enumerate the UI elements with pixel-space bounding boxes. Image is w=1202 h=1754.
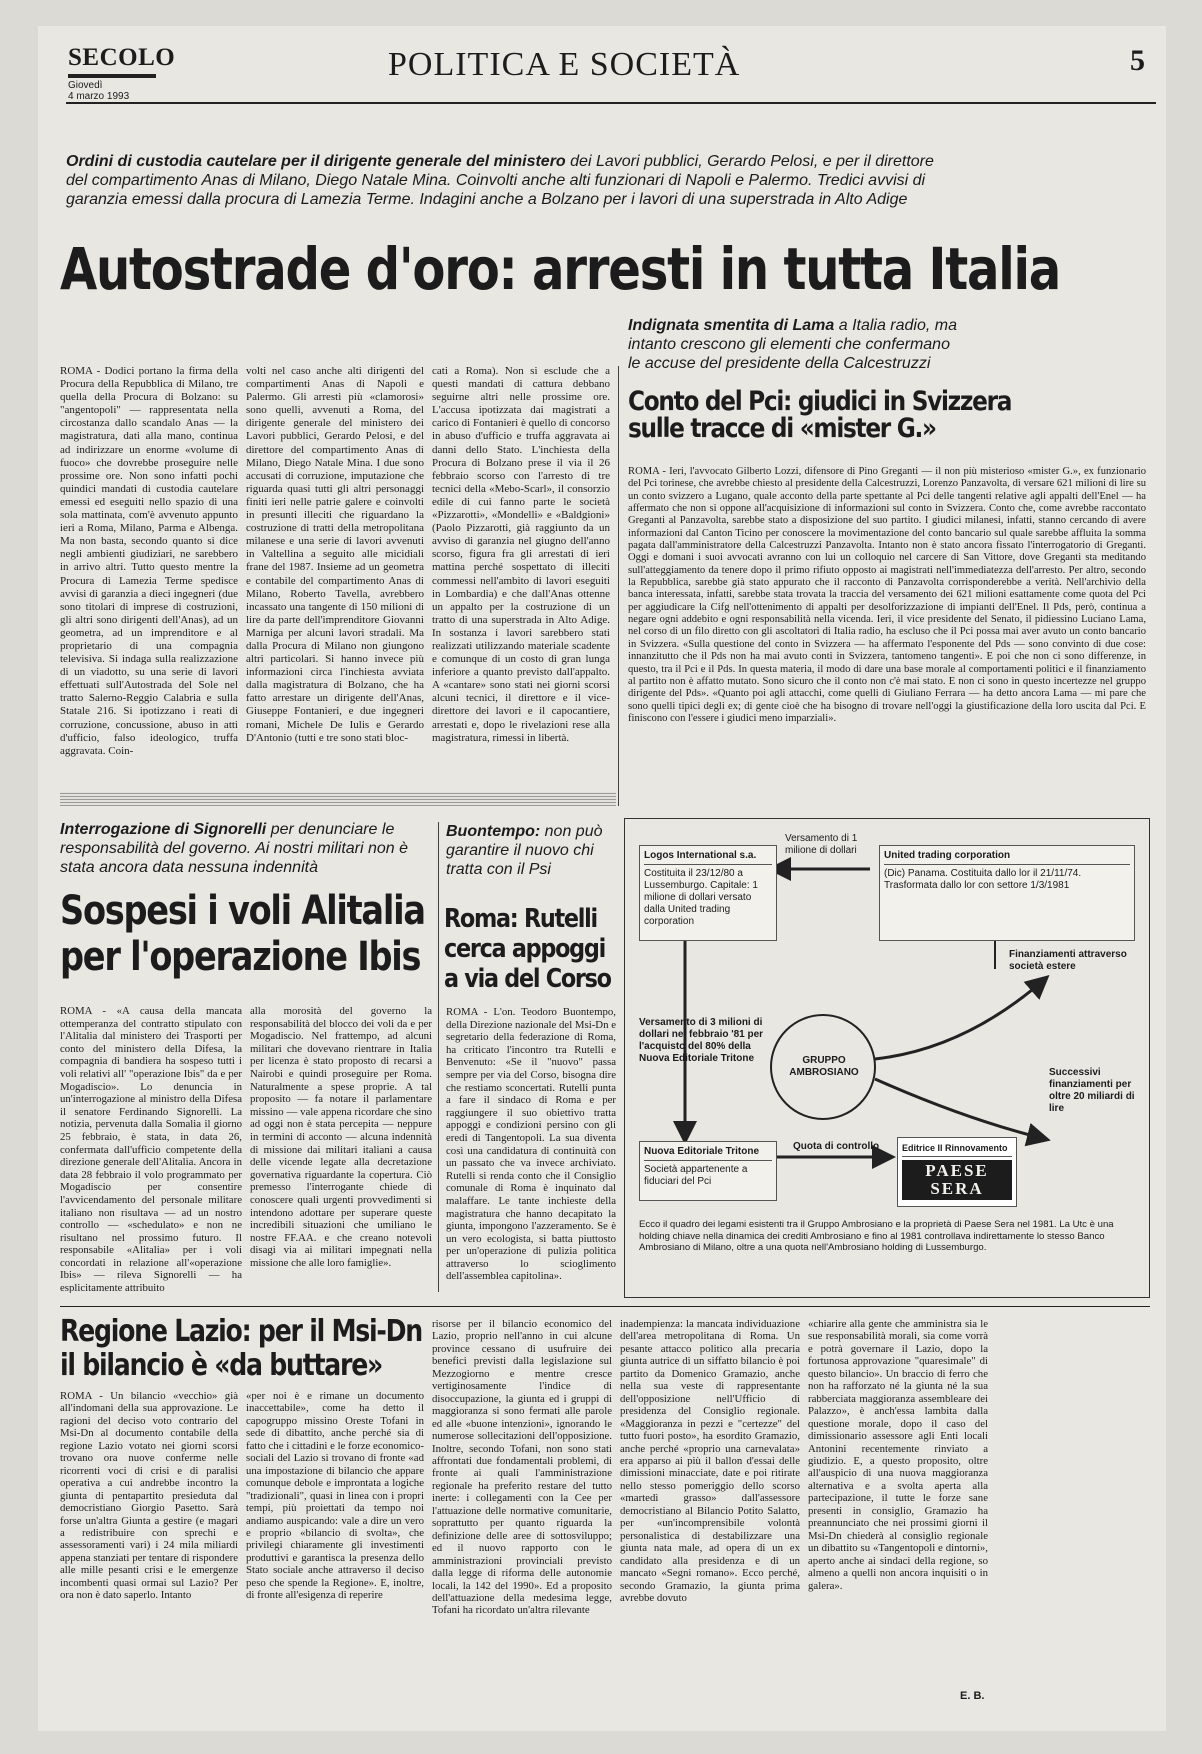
- main-headline: Autostrade d'oro: arresti in tutta Italia: [60, 235, 1060, 303]
- logos-box: [639, 845, 777, 941]
- lama-kicker-bold: Indignata smentita di Lama: [628, 317, 835, 334]
- issue-date-text: 4 marzo 1993: [68, 91, 130, 102]
- lama-headline-line1: Conto del Pci: giudici in Svizzera: [628, 386, 1012, 417]
- lama-box-left-border: [618, 366, 619, 806]
- main-kicker-text: dei Lavori pubblici, Gerardo Pelosi, e per il direttore del compartimento Anas di Milano, Diego Natale Mina. Coinvolti anche alti funzionari di Napoli e Palermo. Tredici avvisi di garanzia emessi dalla procura di Lamezia Terme. Indagini anche a Bolzano per i lavori di una superstrada in Alto Adige: [66, 153, 934, 208]
- newspaper-logo: SECOLO: [68, 44, 176, 71]
- main-article-col1: ROMA - Dodici portano la firma della Procura della Repubblica di Milano, tre quella della Procura di Bolzano: su "angentopoli" — rappresentata nella circostanza dallo scandalo Anas — la magistratura, dati alla mano, continua ad indirizzare un enorme «volume di fuoco» che dovrebbe proseguire nelle prossime ore. Non sono infatti pochi quindici mandati di custodia cautelare emessi ed eseguiti nello spazio di una sola mattinata, com'è avvenuto appunto ieri a Roma, Milano, Parma e Albenga. Ma non basta, secondo quanto si dice negli ambienti giudiziari, ne sarebbero in arrivo altri. Tutto questo mentre la Procura di Lamezia Terme spedisce avvisi di garanzia a dieci ingegneri (due sono titolari di imprese di costruzioni, gli altri sono dirigenti dell'Anas), ad un geometra, ad un imprenditore e al proprietario di una compagnia televisiva. Si indaga sulla realizzazione di un viadotto, su una serie di lavori effettuati sull'Autostrada del Sole nel tratto Salerno-Reggio Calabria e sulla Statale 216. Si ipotizzano i reati di corruzione, concussione, abuso in atti d'ufficio, falso ideologico, truffa aggravata. Coin-: [60, 365, 238, 757]
- alitalia-kicker-text: per denunciare le responsabilità del governo. Ai nostri militari non è stata ancora data nessuna indennità: [60, 821, 409, 876]
- rinnovamento-title: Editrice Il Rinnovamento: [902, 1142, 1012, 1157]
- alitalia-headline-line1: Sospesi i voli Alitalia: [60, 888, 425, 934]
- main-kicker: [66, 152, 946, 209]
- united-box: [879, 845, 1135, 941]
- financing-label: Finanziamenti attraverso società estere: [1009, 949, 1127, 972]
- transfer-label: Versamento di 1 milione di dollari: [785, 833, 858, 856]
- lama-headline-line2: sulle tracce di «mister G.»: [628, 413, 936, 444]
- lazio-headline-line1: Regione Lazio: per il Msi-Dn: [60, 1314, 422, 1349]
- main-article-col3: cati a Roma). Non si esclude che a questi mandati di cattura debbano seguirne altri nelle prossime ore. L'accusa ipotizzata dai magistrati a carico di Fontanieri è quello di concorso in abuso d'ufficio e truffa aggravata ai danni dello Stato. L'inchiesta della Procura di Bolzano prese il via il 26 febbraio scorso con l'arresto di tre tecnici della «Mebo-Scarl», il consorzio edile di cui fanno parte le società «Pizzarotti», «Mondelli» e «Baldgioni» (Paolo Pizzarotti, già raggiunto da un avviso di garanzia nel giugno dell'anno scorso, figura fra gli arrestati di ieri mattina perché sospettato di illeciti commessi nell'ambito di lavori eseguiti in Lombardia) e che dall'Anas ottenne un appalto per la costruzione di un tratto di una superstrada in Alto Adige. In sostanza i lavori sarebbero stati realizzati utilizzando materiale scadente e comunque di un costo di gran lunga inferiore a quanto previsto dall'appalto. A «cantare» sono stati nei giorni scorsi alcuni tecnici, il direttore e il vice-direttore dei lavori e il capocantiere, arrestati e, dopo le rivelazioni rese alla magistratura, rimessi in libertà.: [432, 365, 610, 744]
- gruppo-ambrosiano-label: GRUPPO AMBROSIANO: [789, 1055, 859, 1078]
- logos-body: Costituita il 23/12/80 a Lussemburgo. Capitale: 1 milione di dollari versato dalla United trading corporation: [644, 868, 758, 927]
- lazio-article-col5: «chiarire alla gente che amministra sia le sue responsabilità morali, sia come vorrà e potrà governare il Lazio, dopo la fortunosa approvazione "quaresimale" di questo bilancio». Un braccio di ferro che non ha rafforzato né la giunta né la sua rabberciata maggioranza assembleare dei Palazzo», è anch'essa lambita dalla questione morale, dopo il caso del dimissionario assessore agli Enti locali Antonini recentemente rinviato a giudizio. E, a questo proposito, oltre all'auspicio di una nuova maggioranza alternativa e a svolta aperta alla partecipazione, il tutte le forze sane presenti in consiglio, Gramazio ha preannunciato che nei prossimi giorni il Msi-Dn chiederà al consiglio regionale un dibattito su «Tangentopoli e dintorni», aperto anche ai sindaci della regione, so almeno a quelli non ancora inquisiti o in galera».: [808, 1318, 988, 1592]
- rutelli-kicker-text: non può garantire il nuovo chi tratta con il Psi: [446, 823, 603, 878]
- diagram-caption: Ecco il quadro dei legami esistenti tra il Gruppo Ambrosiano e la proprietà di Paese Sera nel 1981. La Utc è una holding chiave nella dinamica dei crediti Ambrosiano e fino al 1981 controllava indirettamente lo stesso Banco Ambrosiano di Milano, oltre a una quota nell'Ambrosiano holding di Lussemburgo.: [639, 1219, 1114, 1254]
- paese-sera-line2: SERA: [930, 1179, 984, 1198]
- newspaper-page: [38, 26, 1166, 1731]
- rutelli-headline-line3: a via del Corso: [444, 964, 611, 994]
- alitalia-kicker: [60, 820, 420, 877]
- tritone-body: Società appartenente a fiduciari del Pci: [644, 1164, 748, 1187]
- lazio-article-col1: ROMA - Un bilancio «vecchio» già all'indomani della sua approvazione. Le ragioni del deciso voto contrario del Msi-Dn al documento contabile della regione Lazio votato nei giorni scorsi trovano ora nuove conferme nelle ricorrenti voci di crisi e di paralisi operativa a cui andrebbe incontro la giunta di pentapartito presieduta dal democristiano Giorgio Pasetto. Sarà forse un'altra Giunta a gestire (e magari a redistribuire con sprechi e assessoramenti vari) i 24 mila miliardi appena stanziati per tentare di rispondere alle mille pesanti crisi e le emergenze incombenti quasi ormai sul Lazio? Per ora non è dato saperlo. Intanto: [60, 1390, 238, 1602]
- lama-kicker-text: a Italia radio, ma intanto crescono gli elementi che confermano le accuse del presidente della Calcestruzzi: [628, 317, 957, 372]
- separator-band: [60, 792, 616, 806]
- logo-underline: [68, 74, 156, 78]
- article-signature: E. B.: [960, 1690, 985, 1702]
- paese-sera-line1: PAESE: [925, 1161, 989, 1180]
- logos-title: Logos International s.a.: [644, 850, 772, 865]
- tritone-box: [639, 1141, 777, 1201]
- lazio-top-rule: [60, 1306, 1150, 1307]
- masthead-rule: [66, 102, 1156, 104]
- alitalia-headline-line2: per l'operazione Ibis: [60, 934, 421, 980]
- united-title: United trading corporation: [884, 850, 1130, 865]
- lazio-article-col2: «per noi è e rimane un documento inaccettabile», come ha detto il capogruppo missino Oreste Tofani in sede di dibattito, anche perché sia di fatto che i cittadini e le forze economico-sociali del Lazio si trovano di fronte «ad una impostazione di bilancio che appare comunque debole e improntata a logiche "tradizionali", quasi in linea con i propri tempi, più proiettati da tempo noi andiamo auspicando: vale a dire un vero e proprio «bilancio di svolta», che privilegi chiaramente gli investimenti produttivi e garantisca la presenza dello Stato sociale anche attraverso il deciso peso che spende la Regione». E, inoltre, di fronte all'esigenza di reperire: [246, 1390, 424, 1602]
- successive-financing-label: Successivi finanziamenti per oltre 20 miliardi di lire: [1049, 1067, 1135, 1114]
- rutelli-kicker: [446, 822, 616, 879]
- rinnovamento-box: [897, 1137, 1017, 1207]
- lazio-article-col3: risorse per il bilancio economico del Lazio, proprio nell'anno in cui alcune province cessano di usufruire dei benefici previsti dalla legislazione sul Mezzogiorno e mentre cresce vertiginosamente l'indice di disoccupazione, la giunta ed i gruppi di maggioranza si sono fermati alle parole ed alle «buone intenzioni», ignorando le numerose sollecitazioni dell'opposizione. Inoltre, secondo Tofani, non sono stati affrontati due fondamentali problemi, di fronte ai quali l'amministrazione regionale ha preferito restare del tutto inerte: i collegamenti con la Cee per l'attuazione delle normative comunitarie, soprattutto per quanto riguarda la definizione delle aree di sottosviluppo; ed il nuovo rapporto con le amministrazioni provinciali previsto dalla legge di riforma delle autonomie locali, la 142 del 1990». Ed a proposito dell'attuazione della medesima legge, Tofani ha ricordato un'altra rilevante: [432, 1318, 612, 1617]
- rutelli-headline: [444, 904, 611, 994]
- united-body: (Dic) Panama. Costituita dallo lor il 21/11/74. Trasformata dallo lor con settore 1/3/1981: [884, 868, 1082, 891]
- versamento-label: Versamento di 3 milioni di dollari nel febbraio '81 per l'acquisto del 80% della Nuova Editoriale Tritone: [639, 1017, 764, 1064]
- main-kicker-bold: Ordini di custodia cautelare per il dirigente generale del ministero: [66, 153, 566, 170]
- lazio-article-col4: inadempienza: la mancata individuazione dell'area metropolitana di Roma. Un pesante attacco politico alla precaria giunta autrice di un siffatto bilancio è poi partito da Domenico Gramazio, anche nella sua veste di rappresentante dell'opposizione nell'Ufficio di presidenza del Consiglio regionale. «Maggioranza in pezzi e "certezze" del tutto fuori posto», ha esordito Gramazio, anche perché «proprio una carnevalata» era apparso ai più il ballon d'essai delle dimissioni minacciate, date e poi ritirate nello stesso pomeriggio dello scorso «martedì grasso» dall'assessore democristiano al Bilancio Potito Salatto, per «un'incomprensibile volontà personalistica di destabilizzare una giunta nata male, ad opera di un ex candidato alla presidenza e di un mancato «Segni romano». Ecco perché, secondo Gramazio, la giunta prima avrebbe dovuto: [620, 1318, 800, 1604]
- lama-kicker: [628, 316, 958, 373]
- lama-article: ROMA - Ieri, l'avvocato Gilberto Lozzi, difensore di Pino Greganti — il non più misterioso «mister G.», ex funzionario del Pci torinese, che avrebbe chiesto al presidente della Calcestruzzi, Lorenzo Panzavolta, di versare 621 milioni di lire su un conto svizzero a Lugano, quale acconto della parte spettante al Pci delle tangenti relative agli appalti dell'Enel — ha affermato che non si oppone all'acquisizione di informazioni sul conto in Svizzera. Conto che, come avrebbe raccontato Greganti al Panzavolta, sarebbe stato a disposizione del suo partito. I giudici milanesi, infatti, stanno cercando di avere informazioni dal Canton Ticino per conoscere la movimentazione del conto bancario sul quale sarebbe affluita la somma pagata dall'amministratore della Calcestruzzi Panzavolta. Intanto non è stato ancora fissato l'interrogatorio di Greganti. Oggi e domani i suoi avvocati avranno con lui un colloquio nel carcere di San Vittore, dove Greganti sta meditando sull'atteggiamento da tenere dopo il primo rifiuto opposto ai magistrati nell'immediatezza dell'arresto. Per altro, secondo la Repubblica, sarebbe già stato appurato che il racconto di Panzavolta corrisponderebbe a verità. Nell'archivio della banca interessata, infatti, sarebbe stata trovata la traccia del versamento dei 621 milioni esattamente come quota del Pci per aggiudicare la Cifg nell'ottenimento di appalti per desolforizzazione di impianti dell'Enel. Il Pds, però, continua a negare ogni addebito e ogni responsabilità nella vicenda. Ieri, il vice presidente del Senato, il pidiessino Luciano Lama, nel corso di un filo diretto con gli ascoltatori di Italia radio, ha escluso che il Pci possa mai aver avuto un conto bancario in Svizzera. «Sulla questione del conto in Svizzera — ha affermato l'esponente del Pds — sono convinto di due cose: innanzitutto che il Pds non ha mai avuto conti in Svizzera, tantomeno tangenti». E poi che non ci sono differenze, in questo, tra il Pci e il Pds. In questa materia, il modo di dare una base morale al comportamenti politici e il finanziamento al partito non è affatto mutato. Sono sicuro che il conto non c'è mai stato. E non ci sono in questo incertezze nel gruppo dirigente del Pds». «Quanto poi agli attacchi, come quelli di Giuliano Ferrara — ha detto ancora Lama — mi pare che sono quelli tipici degli ex; di gente cioè che ha bisogno di trovare nell'oggi la giustificazione della loro uscita dal Pci. E finiscono con l'essere i giudici meno imparziali».: [628, 466, 1146, 724]
- rutelli-headline-line2: cerca appoggi: [444, 934, 605, 964]
- diagram-frame: [624, 818, 1150, 1298]
- main-article-col2: volti nel caso anche alti dirigenti del compartimenti Anas di Napoli e Palermo. Gli arresti più «clamorosi» sono quelli, avvenuti a Roma, del dirigente generale del ministero dei Lavori pubblici, Gerardo Pelosi, e del direttore del compartimento Anas di Milano, Diego Natale Mina. I due sono accusati di corruzione, imputazione che riguarda quasi tutti gli altri personaggi finiti ieri nelle patrie galere e coinvolti in presunti illeciti che riguardano la costruzione di tratti della metropolitana milanese e una serie di lavori avvenuti in Valtellina a seguito alle micidiali frane del 1987. Insieme ad un geometra e contabile del compartimento Anas di Milano, Roberto Tavella, avrebbero incassato una tangente di 150 milioni di lire da parte dell'imprenditore Giovanni Marniga per alcuni lavori stradali. Ma dalla Procura di Milano non giungono altri particolari. Si hanno invece più informazioni circa l'inchiesta avviata dalla magistratura di Bolzano, che ha fatto arrestare un dirigente dell'Anas, Giuseppe Fontanieri, e due ingegneri romani, Michele De Iulis e Gerardo D'Antonio (tutti e tre sono stati bloc-: [246, 365, 424, 744]
- alitalia-article-col1: ROMA - «A causa della mancata ottemperanza del contratto stipulato con l'Alitalia dal ministero dei Trasporti per conto del ministero della Difesa, la compagnia di bandiera ha sospeso tutti i voli relativi all' "operazione Ibis" da e per Mogadiscio». Lo denuncia in un'interrogazione al ministro della Difesa il senatore Ferdinando Signorelli. La notizia, pervenuta dalla Somalia il giorno 25 febbraio, è stata, in data 26, confermata dall'ufficio competente della direzione generale dell'Alitalia. Ancora in data 28 febbraio il volo programmato per Mogadiscio per consentire l'avvicendamento del personale militare italiano non risultava — ad un nostro controllo — «schedulato» e non ne risultano nel prossimo futuro. Il responsabile «Alitalia» per i voli concordati in relazione all'«operazione Ibis» — rileva Signorelli — ha esplicitamente attribuito: [60, 1005, 242, 1293]
- lazio-headline: [60, 1315, 422, 1383]
- quota-label: Quota di controllo: [793, 1141, 880, 1152]
- section-title: POLITICA E SOCIETÀ: [388, 46, 741, 83]
- tritone-title: Nuova Editoriale Tritone: [644, 1146, 772, 1161]
- rutelli-article: ROMA - L'on. Teodoro Buontempo, della Direzione nazionale del Msi-Dn e segretario della federazione di Roma, ha criticato l'incontro tra Rutelli e Benvenuto: «Se il "nuovo" passa sempre per via del Corso, bisogna dire che restiamo sconcertati. Rutelli punta a fare il sindaco di Roma e per raggiungere il suo obiettivo tratta appoggi e condizioni persino con gli eredi di Tangentopoli. La sua diventa così una candidatura di continuità con un passato che va invece archiviato. Rutelli si renda conto che il Consiglio comunale di Roma è inquinato dal malaffare. Le tante inchieste della magistratura che hanno decapitato la giunta, impongono l'azzeramento. Se è un vero ecologista, si batta piuttosto per un'operazione di pulizia politica attraverso lo scioglimento dell'assemblea capitolina».: [446, 1006, 616, 1283]
- lama-headline: [628, 388, 1011, 442]
- alitalia-article-col2: alla morosità del governo la responsabilità del blocco dei voli da e per Mogadiscio. Nel frattempo, ad alcuni militari che dovevano rientrare in Italia per licenza è stato proposto di recarsi a Nairobi e quindi proseguire per Roma. Naturalmente a spese proprie. A tal proposito — fa notare il parlamentare missino — vale appena ricordare che sino ad oggi non è stata percepita — neppure in termini di acconto — alcuna indennità di missione dai militari italiani a causa delle vicende legate alla decretazione governativa riguardante la copertura. Ciò premesso l'interrogante chiede di conoscere quali urgenti provvedimenti si intendono adottare per superare queste incredibili situazioni che umiliano le nostre FF.AA. e che creano notevoli disagi via ai militari impegnati nella missione che alle loro famiglie».: [250, 1005, 432, 1269]
- lazio-headline-line2: il bilancio è «da buttare»: [60, 1348, 383, 1383]
- rutelli-left-border: [438, 822, 439, 1292]
- page-number: 5: [1130, 44, 1145, 77]
- alitalia-headline: [60, 888, 425, 980]
- paese-sera-logo: [902, 1160, 1012, 1200]
- rutelli-headline-line1: Roma: Rutelli: [444, 904, 597, 934]
- alitalia-kicker-bold: Interrogazione di Signorelli: [60, 821, 267, 838]
- rutelli-kicker-bold: Buontempo:: [446, 823, 541, 840]
- issue-date: [68, 80, 129, 102]
- issue-day: Giovedì: [68, 80, 103, 91]
